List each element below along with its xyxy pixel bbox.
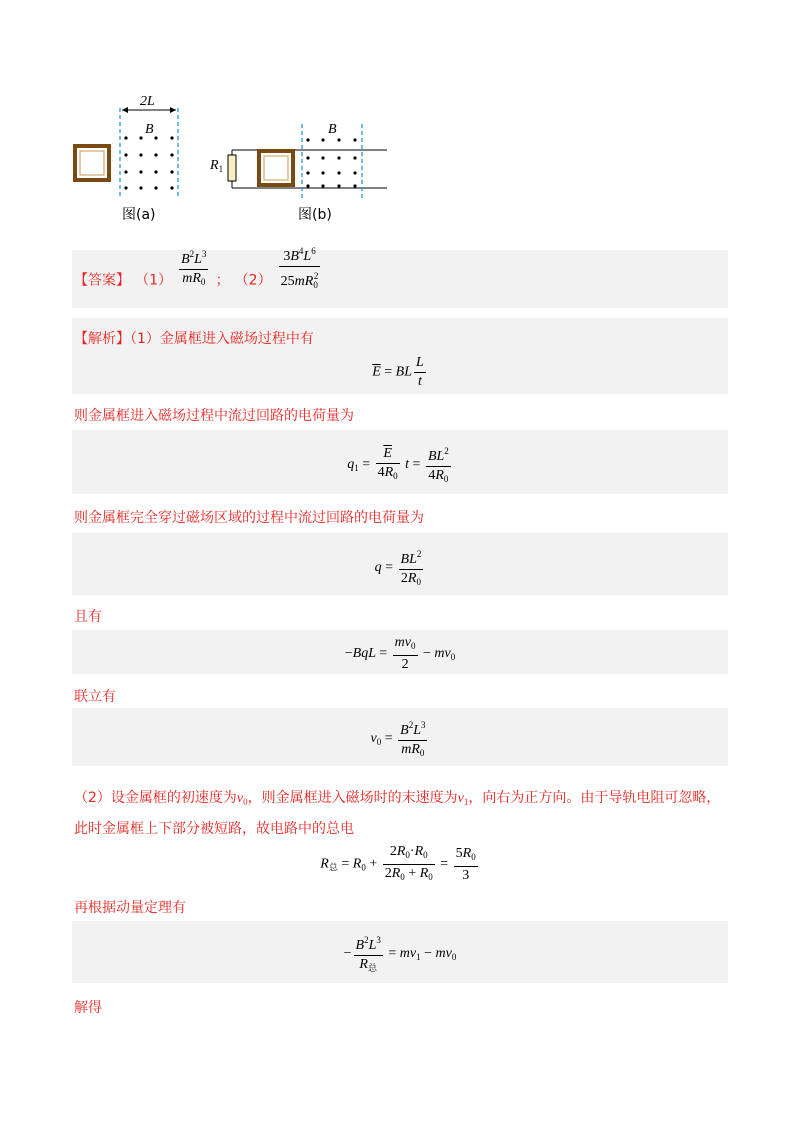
answer-expr2: $\frac{3B^4L^6}{25mR_0^2}$ bbox=[279, 242, 321, 294]
resistor-label: $R_1$ bbox=[210, 158, 224, 174]
equation-5: $v_0$ = $\frac{B^2L^3}{mR_0}$ bbox=[72, 716, 728, 762]
text-7: 此时金属框上下部分被短路，故电路中的总电 bbox=[74, 821, 354, 837]
analysis-intro: （1）金属框进入磁场过程中有 bbox=[130, 331, 314, 347]
figure-b-caption: 图(b) bbox=[298, 207, 332, 223]
text-6: （2）设金属框的初速度为$v_0$，则金属框进入磁场时的末速度为$v_1$，向右为正方向。由于导轨电阻可忽略， bbox=[74, 790, 721, 807]
figure-a bbox=[68, 88, 198, 198]
text-4: 且有 bbox=[74, 609, 102, 625]
answer-box bbox=[72, 246, 728, 308]
answer-sep: ； bbox=[215, 272, 230, 289]
figure-a-caption: 图(a) bbox=[122, 207, 156, 223]
equation-box-5 bbox=[72, 708, 728, 766]
equation-box-4 bbox=[72, 630, 728, 674]
equation-7: − $\frac{B^2L^3}{R_总}$ = $mv_1 - mv_0$ bbox=[72, 931, 728, 977]
magnetic-field-dots bbox=[124, 136, 173, 189]
equation-1: $\overline{E}$ = BL $\frac{L}{t}$ bbox=[372, 355, 424, 389]
text-8: 再根据动量定理有 bbox=[74, 900, 186, 916]
equation-box-2 bbox=[72, 430, 728, 494]
magnetic-field-dots-b bbox=[306, 138, 356, 187]
equation-box-3 bbox=[72, 533, 728, 595]
text-3: 则金属框完全穿过磁场区域的过程中流过回路的电荷量为 bbox=[74, 510, 424, 526]
resistor-r1 bbox=[228, 155, 236, 181]
equation-6: $R_总 = R_0$ + $\frac{2R_0\cdot R_0}{2R_0 + R_0}$ = $\frac{5R_0}{3}$ bbox=[320, 844, 476, 883]
figure-b bbox=[222, 118, 392, 198]
width-label: 2L bbox=[140, 94, 155, 109]
text-9: 解得 bbox=[74, 1000, 102, 1016]
field-label-a: B bbox=[145, 122, 154, 137]
analysis-box-1 bbox=[72, 318, 728, 394]
equation-box-7 bbox=[72, 921, 728, 983]
answer-label: 【答案】 bbox=[74, 272, 130, 289]
answer-part1: （1） bbox=[135, 272, 173, 289]
equation-2: $q_1$ = $\frac{\overline{E}}{4R_0}$ t = $\frac{BL^2}{4R_0}$ bbox=[72, 442, 728, 488]
equation-4: −BqL = $\frac{mv_0}{2}$ − $mv_0$ bbox=[344, 635, 456, 672]
field-label-b: B bbox=[328, 122, 337, 137]
equation-3: q = $\frac{BL^2}{2R_0}$ bbox=[72, 545, 728, 591]
answer-part2: （2） bbox=[234, 272, 272, 289]
answer-expr1: $\frac{B^2L^3}{mR_0}$ bbox=[179, 245, 208, 291]
text-2: 则金属框进入磁场过程中流过回路的电荷量为 bbox=[74, 408, 354, 424]
text-5: 联立有 bbox=[74, 689, 116, 705]
analysis-label: 【解析】 bbox=[74, 331, 130, 347]
